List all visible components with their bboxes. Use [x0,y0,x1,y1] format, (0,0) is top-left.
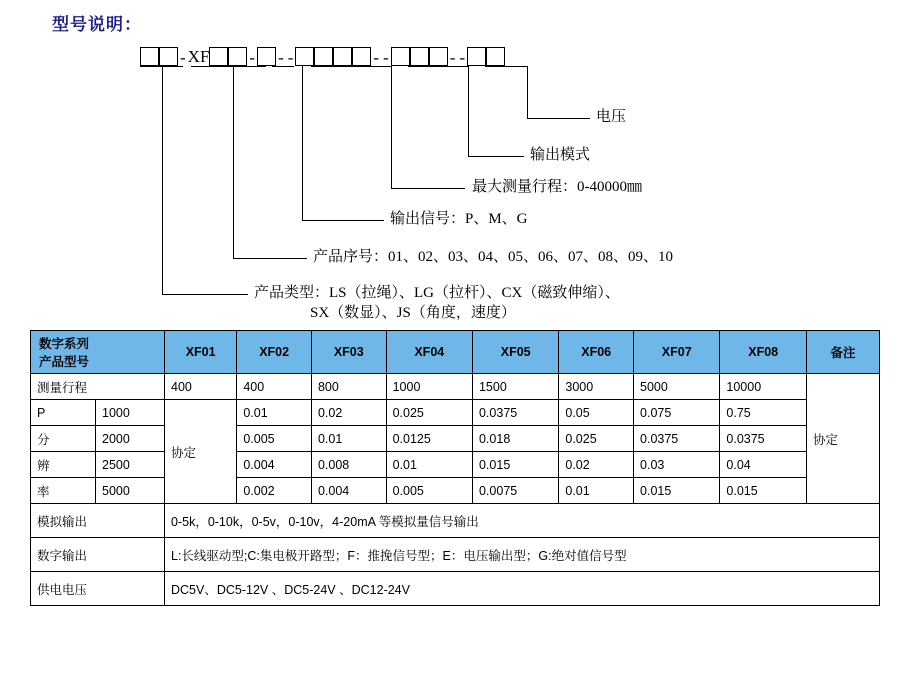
header-model-xf05: XF05 [472,331,558,374]
header-model-xf01: XF01 [165,331,237,374]
leader-line-voltage [527,66,528,118]
res-5000-xf06: 0.01 [559,478,634,504]
res-5000-xf07: 0.015 [634,478,720,504]
leader-line-voltage-h [527,118,590,119]
code-group-type [140,47,178,66]
header-model-xf06: XF06 [559,331,634,374]
range-xf08: 10000 [720,374,807,400]
row-label-range: 测量行程 [31,374,165,400]
spec-table [30,330,880,606]
res-n-2000: 2000 [96,426,165,452]
range-xf04: 1000 [386,374,472,400]
res-5000-xf02: 0.002 [237,478,312,504]
code-box [314,47,333,66]
header-first-line1: 数字系列 [39,337,90,351]
res-1000-xf04: 0.025 [386,400,472,426]
callout-voltage: 电压 [596,109,627,125]
table-row-res-2500 [31,452,880,478]
code-dash: - [459,48,466,67]
note-agreement: 协定 [807,374,880,504]
leader-line-product-type [162,66,163,294]
code-box [429,47,448,66]
res-2000-xf05: 0.018 [472,426,558,452]
leader-line-max-range [391,66,392,188]
res-5000-xf08: 0.015 [720,478,807,504]
code-box [352,47,371,66]
res-2500-xf07: 0.03 [634,452,720,478]
code-box [467,47,486,66]
range-xf02: 400 [237,374,312,400]
table-row-res-5000 [31,478,880,504]
callout-max-range: 最大测量行程：0-40000㎜ [472,179,642,195]
res-1000-xf06: 0.05 [559,400,634,426]
res-n-2500: 2500 [96,452,165,478]
code-underline-signal [272,66,294,67]
res-n-5000: 5000 [96,478,165,504]
leader-line-product-type-h [162,294,248,295]
res-2000-xf07: 0.0375 [634,426,720,452]
code-group-serial [209,47,247,66]
range-xf07: 5000 [634,374,720,400]
code-group-range [295,47,371,66]
res-2000-xf04: 0.0125 [386,426,472,452]
code-box [295,47,314,66]
res-n-1000: 1000 [96,400,165,426]
res-5000-xf05: 0.0075 [472,478,558,504]
code-underline-serial [191,66,266,67]
leader-line-product-serial-h [233,258,307,259]
header-model-xf03: XF03 [311,331,386,374]
code-group-voltage [467,47,505,66]
res-2500-xf06: 0.02 [559,452,634,478]
code-dash: - [373,48,380,67]
code-group-output-mode [391,47,448,66]
res-xf01-agreement: 协定 [165,400,237,504]
callout-product-type-line1: 产品类型：LS（拉绳）、LG（拉杆）、CX（磁致伸缩）、 [254,285,620,301]
res-label-char-2: 辨 [31,452,96,478]
header-model-xf07: XF07 [634,331,720,374]
code-dash: - [180,48,186,67]
res-2000-xf08: 0.0375 [720,426,807,452]
res-label-char-0: P [31,400,96,426]
range-xf06: 3000 [559,374,634,400]
code-dash: - [278,48,284,67]
leader-line-max-range-h [391,188,465,189]
table-header-row [31,331,880,374]
code-text-xf: XF [187,47,210,66]
row-value-analog-output: 0-5k，0-10k，0-5v，0-10v，4-20mA 等模拟量信号输出 [165,504,880,538]
res-5000-xf04: 0.005 [386,478,472,504]
header-first-cell [31,331,165,374]
code-underline-mode [408,66,468,67]
code-dash: - [449,48,456,67]
table-row-analog-output [31,504,880,538]
header-model-xf02: XF02 [237,331,312,374]
row-label-supply-voltage: 供电电压 [31,572,165,606]
leader-line-product-serial [233,66,234,258]
res-2000-xf06: 0.025 [559,426,634,452]
code-box [486,47,505,66]
page-title: 型号说明： [52,15,142,34]
code-underline-range [311,66,391,67]
callout-product-type-line2: SX（数显）、JS（角度，速度） [310,305,516,321]
leader-line-output-signal [302,66,303,220]
header-note: 备注 [807,331,880,374]
callout-output-signal: 输出信号：P、M、G [390,211,528,227]
res-2500-xf03: 0.008 [311,452,386,478]
res-5000-xf03: 0.004 [311,478,386,504]
table-row-res-2000 [31,426,880,452]
callout-product-serial: 产品序号：01、02、03、04、05、06、07、08、09、10 [313,249,674,265]
range-xf03: 800 [311,374,386,400]
res-1000-xf02: 0.01 [237,400,312,426]
code-dash: - [249,48,256,67]
row-label-analog-output: 模拟输出 [31,504,165,538]
header-model-xf08: XF08 [720,331,807,374]
res-2500-xf08: 0.04 [720,452,807,478]
res-2500-xf02: 0.004 [237,452,312,478]
model-code-row [140,40,505,66]
header-model-xf04: XF04 [386,331,472,374]
res-2000-xf02: 0.005 [237,426,312,452]
table-row-res-1000 [31,400,880,426]
row-value-digital-output: L:长线驱动型;C:集电极开路型；F：推挽信号型；E：电压输出型；G:绝对值信号型 [165,538,880,572]
code-box [333,47,352,66]
range-xf05: 1500 [472,374,558,400]
res-1000-xf08: 0.75 [720,400,807,426]
code-dash: - [383,48,389,67]
range-xf01: 400 [165,374,237,400]
row-label-digital-output: 数字输出 [31,538,165,572]
code-box [410,47,429,66]
callout-output-mode: 输出模式 [530,147,591,163]
code-box [159,47,178,66]
res-2500-xf05: 0.015 [472,452,558,478]
table-row-range [31,374,880,400]
table-row-digital-output [31,538,880,572]
leader-line-output-signal-h [302,220,384,221]
res-label-char-1: 分 [31,426,96,452]
row-value-supply-voltage: DC5V、DC5-12V 、DC5-24V 、DC12-24V [165,572,880,606]
code-box [257,47,276,66]
code-dash: - [287,48,294,67]
code-box [228,47,247,66]
res-2000-xf03: 0.01 [311,426,386,452]
code-box [209,47,228,66]
table-row-supply-voltage [31,572,880,606]
res-1000-xf07: 0.075 [634,400,720,426]
leader-line-output-mode [468,66,469,156]
header-first-line2: 产品型号 [39,355,90,369]
code-box [140,47,159,66]
res-2500-xf04: 0.01 [386,452,472,478]
leader-line-output-mode-h [468,156,524,157]
code-box [391,47,410,66]
code-underline-voltage [485,66,527,67]
res-1000-xf03: 0.02 [311,400,386,426]
res-label-char-3: 率 [31,478,96,504]
res-1000-xf05: 0.0375 [472,400,558,426]
code-group-signal [257,47,276,66]
